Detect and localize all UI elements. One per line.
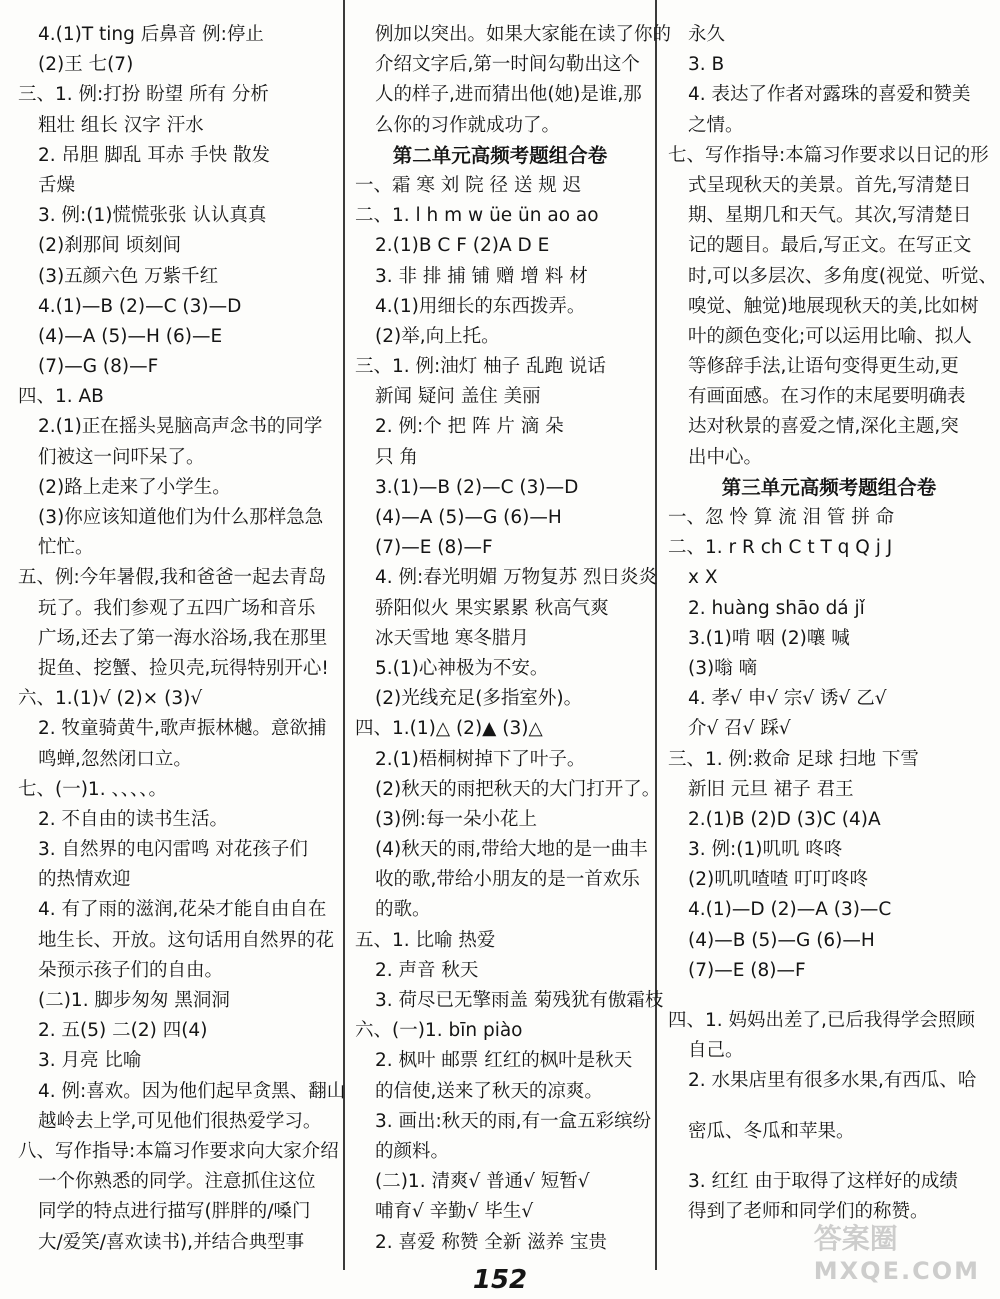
answer-line: (二)1. 清爽√ 普通√ 短暂√ bbox=[375, 1171, 590, 1193]
answer-line: 得到了老师和同学们的称赞。 bbox=[688, 1200, 929, 1222]
answer-line: 式呈现秋天的美景。首先,写清楚日 bbox=[688, 174, 972, 196]
line-spacer bbox=[668, 986, 990, 1006]
answer-line: (3)你应该知道他们为什么那样急急 bbox=[38, 507, 324, 528]
answer-line: 3. 画出:秋天的雨,有一盒五彩缤纷 bbox=[375, 1110, 652, 1132]
answer-line: (2)刹那间 顷刻间 bbox=[38, 235, 182, 257]
watermark bbox=[814, 1217, 980, 1285]
answer-line: 舌燥 bbox=[38, 174, 76, 196]
column-divider-right bbox=[655, 0, 657, 1270]
answer-line: 4.(1)—B (2)—C (3)—D bbox=[38, 295, 242, 317]
answer-line: 出中心。 bbox=[688, 446, 763, 468]
answer-line: 嗅觉、触觉)地展现秋天的美,比如树 bbox=[688, 295, 979, 317]
answer-line: 4. 例:春光明媚 万物复苏 烈日炎炎 bbox=[375, 567, 658, 589]
answer-line: 2. 五(5) 二(2) 四(4) bbox=[38, 1020, 208, 1042]
answer-line: 一、霜 寒 刘 院 径 送 规 迟 bbox=[355, 174, 582, 196]
answer-line: 时,可以多层次、多角度(视觉、听觉、 bbox=[688, 265, 998, 287]
answer-line: 3. 月亮 比喻 bbox=[38, 1050, 142, 1072]
answer-line: 大/爱笑/喜欢读书),并结合典型事 bbox=[38, 1231, 305, 1253]
answer-line: 2. 水果店里有很多水果,有西瓜、哈 bbox=[688, 1070, 977, 1092]
answer-line: 2. huàng shāo dá jǐ bbox=[688, 597, 865, 619]
answer-line: 永久 bbox=[688, 24, 726, 45]
answer-line: (2)举,向上托。 bbox=[375, 325, 500, 347]
answer-line: 3. B bbox=[688, 54, 725, 76]
answer-line: 的颜料。 bbox=[375, 1140, 450, 1162]
answer-line: 鸣蝉,忽然闭口立。 bbox=[38, 748, 192, 770]
answer-line: 只 角 bbox=[375, 446, 418, 468]
answer-line: (7)—G (8)—F bbox=[38, 356, 159, 378]
answer-line: 3.(1)—B (2)—C (3)—D bbox=[375, 476, 579, 498]
answer-line: (7)—E (8)—F bbox=[375, 537, 493, 559]
answer-line: 朵预示孩子们的自由。 bbox=[38, 959, 224, 981]
answer-line: 4. 例:喜欢。因为他们起早贪黑、翻山 bbox=[38, 1080, 346, 1102]
answer-line: 忙忙。 bbox=[38, 537, 94, 559]
answer-line: (2)叽叽喳喳 叮叮咚咚 bbox=[688, 869, 869, 891]
answer-line: (4)—B (5)—G (6)—H bbox=[688, 929, 875, 951]
section-heading: 第二单元高频考题组合卷 bbox=[392, 143, 608, 167]
answer-line: 广场,还去了第一海水浴场,我在那里 bbox=[38, 627, 328, 649]
answer-line: 等修辞手法,让语句变得更生动,更 bbox=[688, 356, 959, 378]
answer-line: 么你的习作就成功了。 bbox=[375, 114, 561, 136]
answer-line: 三、1. 例:油灯 柚子 乱跑 说话 bbox=[355, 356, 606, 378]
answer-line: (3)例:每一朵小花上 bbox=[375, 808, 537, 830]
answer-line: (2)光线充足(多指室外)。 bbox=[375, 688, 583, 710]
answer-line: 介√ 召√ 踩√ bbox=[688, 718, 791, 740]
answer-line: 的热情欢迎 bbox=[38, 869, 131, 891]
answer-line: 四、1. AB bbox=[18, 386, 104, 408]
answer-line: (二)1. 脚步匆匆 黑洞洞 bbox=[38, 990, 230, 1011]
answer-line: 期、星期几和天气。其次,写清楚日 bbox=[688, 205, 972, 227]
answer-line: 4.(1)T ting 后鼻音 例:停止 bbox=[38, 24, 264, 45]
answer-line: 三、1. 例:救命 足球 扫地 下雪 bbox=[668, 748, 919, 770]
answer-line: (3)嗡 嘀 bbox=[688, 657, 758, 679]
answer-line: 2. 牧童骑黄牛,歌声振林樾。意欲捕 bbox=[38, 718, 327, 740]
answer-line: 3. 例:(1)慌慌张张 认认真真 bbox=[38, 205, 267, 227]
answer-line: 二、1. r R ch C t T q Q j J bbox=[668, 537, 893, 559]
answer-line: 2. 不自由的读书生活。 bbox=[38, 808, 229, 830]
answer-line: 2.(1)B (2)D (3)C (4)A bbox=[688, 808, 881, 830]
answer-line: 的信使,送来了秋天的凉爽。 bbox=[375, 1080, 603, 1102]
answer-line: 2.(1)正在摇头晃脑高声念书的同学 bbox=[38, 416, 323, 438]
answer-line: 七、(一)1. 、、、、。 bbox=[18, 778, 167, 800]
answer-line: 六、(一)1. bīn piào bbox=[355, 1020, 523, 1042]
answer-column-2 bbox=[355, 20, 672, 1258]
answer-line: (4)—A (5)—H (6)—E bbox=[38, 325, 223, 347]
answer-line: (2)秋天的雨把秋天的大门打开了。 bbox=[375, 778, 661, 800]
answer-line: 玩了。我们参观了五四广场和音乐 bbox=[38, 597, 316, 619]
answer-line: 密瓜、冬瓜和苹果。 bbox=[688, 1120, 855, 1142]
answer-line: 4. 孝√ 申√ 宗√ 诱√ 乙√ bbox=[688, 688, 887, 710]
answer-column-1 bbox=[18, 20, 346, 1258]
answer-line: x X bbox=[688, 567, 718, 589]
answer-line: 二、1. l h m w üe ün ao ao bbox=[355, 205, 599, 227]
answer-line: 4.(1)—D (2)—A (3)—C bbox=[688, 899, 892, 921]
answer-line: 粗壮 组长 汉字 汗水 bbox=[38, 114, 204, 136]
answer-line: 2. 枫叶 邮票 红红的枫叶是秋天 bbox=[375, 1050, 633, 1072]
answer-line: 一个你熟悉的同学。注意抓住这位 bbox=[38, 1171, 316, 1193]
answer-line: 冰天雪地 寒冬腊月 bbox=[375, 627, 529, 649]
answer-line: 叶的颜色变化;可以运用比喻、拟人 bbox=[688, 325, 972, 347]
answer-line: 骄阳似火 果实累累 秋高气爽 bbox=[375, 597, 609, 619]
answer-column-3 bbox=[668, 20, 998, 1227]
answer-line: (3)五颜六色 万紫千红 bbox=[38, 265, 219, 287]
answer-line: 3. 自然界的电闪雷鸣 对花孩子们 bbox=[38, 839, 308, 861]
answer-line: 收的歌,带给小朋友的是一首欢乐 bbox=[375, 869, 640, 891]
answer-line: 新闻 疑问 盖住 美丽 bbox=[375, 386, 541, 408]
answer-line: 捉鱼、挖蟹、捡贝壳,玩得特别开心! bbox=[38, 657, 329, 679]
answer-line: 的歌。 bbox=[375, 899, 431, 921]
answer-line: 有画面感。在习作的末尾要明确表 bbox=[688, 386, 966, 408]
answer-line: 2.(1)B C F (2)A D E bbox=[375, 235, 550, 257]
watermark-url: MXQE.COM bbox=[813, 1257, 980, 1285]
answer-line: 2. 喜爱 称赞 全新 滋养 宝贵 bbox=[375, 1231, 608, 1253]
answer-line: 五、1. 比喻 热爱 bbox=[355, 929, 496, 951]
answer-line: 介绍文字后,第一时间勾勒出这个 bbox=[375, 54, 640, 76]
answer-line: 3. 红红 由于取得了这样好的成绩 bbox=[688, 1170, 958, 1192]
answer-line: 2. 例:个 把 阵 片 滴 朵 bbox=[375, 416, 564, 438]
answer-line: 三、1. 例:打扮 盼望 所有 分析 bbox=[18, 84, 269, 106]
answer-line: 3.(1)啃 咽 (2)嚷 喊 bbox=[688, 627, 850, 649]
answer-line: 哺育√ 辛勤√ 毕生√ bbox=[375, 1201, 534, 1223]
section-heading: 第三单元高频考题组合卷 bbox=[721, 475, 937, 499]
answer-line: 2. 声音 秋天 bbox=[375, 959, 479, 981]
line-spacer bbox=[668, 1147, 990, 1167]
answer-line: (2)路上走来了小学生。 bbox=[38, 476, 231, 498]
answer-line: 们被这一问吓呆了。 bbox=[38, 446, 205, 468]
answer-line: 新旧 元旦 裙子 君王 bbox=[688, 778, 854, 800]
answer-line: 八、写作指导:本篇习作要求向大家介绍 bbox=[18, 1140, 339, 1162]
answer-line: 一、忽 怜 算 流 泪 管 拼 命 bbox=[668, 507, 895, 528]
answer-line: 四、1. 妈妈出差了,已后我得学会照顾 bbox=[668, 1010, 975, 1031]
answer-line: (4)秋天的雨,带给大地的是一曲丰 bbox=[375, 839, 648, 861]
answer-line: 越岭去上学,可见他们很热爱学习。 bbox=[38, 1110, 322, 1132]
answer-line: 六、1.(1)√ (2)× (3)√ bbox=[18, 688, 203, 710]
answer-line: 之情。 bbox=[688, 114, 744, 136]
answer-line: 达对秋景的喜爱之情,深化主题,突 bbox=[688, 416, 959, 438]
line-spacer bbox=[668, 1097, 990, 1117]
answer-line: 同学的特点进行描写(胖胖的/嗓门 bbox=[38, 1201, 311, 1223]
answer-line: (4)—A (5)—G (6)—H bbox=[375, 507, 562, 528]
watermark-text: 答案圈 bbox=[813, 1222, 898, 1255]
answer-line: 地生长、开放。这句话用自然界的花 bbox=[38, 929, 335, 951]
page-number: 152 bbox=[472, 1265, 528, 1295]
answer-line: (7)—E (8)—F bbox=[688, 959, 806, 981]
answer-line: 2. 吊胆 脚乱 耳赤 手快 散发 bbox=[38, 144, 271, 166]
answer-line: 3. 例:(1)叽叽 咚咚 bbox=[688, 839, 843, 861]
answer-line: 七、写作指导:本篇习作要求以日记的形 bbox=[668, 144, 989, 166]
answer-line: 记的题目。最后,写正文。在写正文 bbox=[688, 235, 972, 257]
answer-line: 3. 荷尽已无擎雨盖 菊残犹有傲霜枝 bbox=[375, 990, 664, 1011]
answer-line: 人的样子,进而猜出他(她)是谁,那 bbox=[375, 84, 642, 106]
answer-line: 3. 非 排 捕 铺 赠 增 料 材 bbox=[375, 265, 588, 287]
answer-line: 5.(1)心神极为不安。 bbox=[375, 657, 549, 679]
answer-line: 4. 有了雨的滋润,花朵才能自由自在 bbox=[38, 899, 327, 921]
answer-line: 四、1.(1)△ (2)▲ (3)△ bbox=[355, 718, 543, 740]
answer-line: 例加以突出。如果大家能在读了你的 bbox=[375, 24, 672, 45]
answer-line: (2)王 七(7) bbox=[38, 54, 134, 76]
answer-line: 4. 表达了作者对露珠的喜爱和赞美 bbox=[688, 84, 971, 106]
answer-line: 五、例:今年暑假,我和爸爸一起去青岛 bbox=[18, 567, 327, 589]
answer-line: 自己。 bbox=[688, 1040, 744, 1062]
answer-line: 4.(1)用细长的东西拨弄。 bbox=[375, 295, 586, 317]
answer-line: 2.(1)梧桐树掉下了叶子。 bbox=[375, 748, 586, 770]
